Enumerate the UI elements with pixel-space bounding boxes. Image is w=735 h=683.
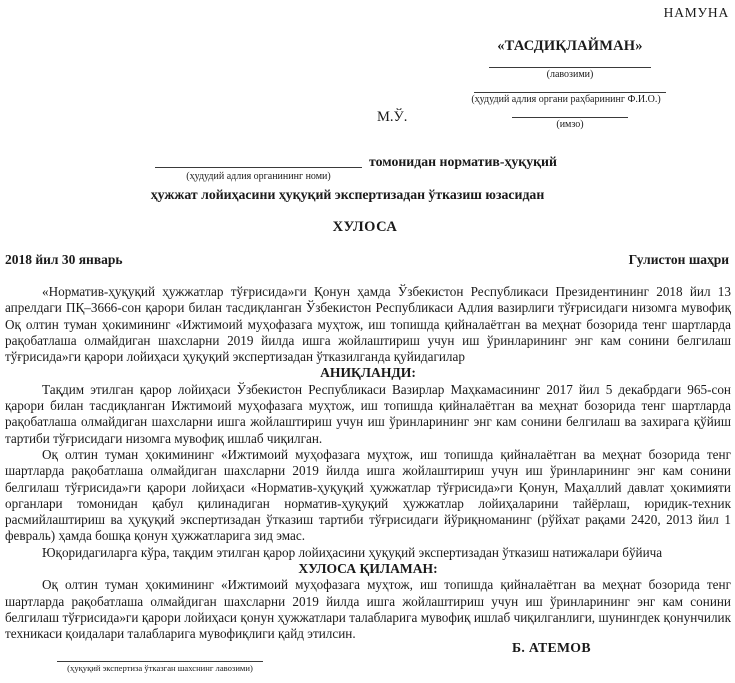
paragraph-3: Оқ олтин туман ҳокимининг «Ижтимоий муҳофазага муҳтож, иш топишда қийналаётган ва меҳнат бозорида тенг шартларда рақобатлаша олмайдиган шахсларни 2019 йилда ишга жойлаштириш учун иш ўринларининг энг кам сонини белгилаш тўғрисида»ги қарори лойиҳаси «Норматив-ҳуқуқий ҳужжатлар тўғрисида»ги Қонун, Маҳаллий давлат ҳокимияти органлари томонидан қабул қилинадиган норматив-ҳуқуқий ҳужжатлар лойиҳаларини тайёрлаш, юридик-техник расмийлаштириш ва ҳуқуқий экспертизадан ўтказиш тартиби тўғрисидаги йўриқноманинг (рўйхат рақами 2420, 2013 йил 1 февраль) ҳамда бошқа қонун ҳужжатларига зид эмас. <box>5 446 731 544</box>
expert-signature-block <box>57 655 263 673</box>
signer-name: Б. АТЕМОВ <box>512 640 591 655</box>
approval-title: «ТАСДИҚЛАЙМАН» <box>497 38 643 54</box>
signature-label: (имзо) <box>556 119 584 130</box>
heading-tomonidan: томонидан норматив-ҳуқуқий <box>369 154 557 169</box>
document-body <box>5 284 731 643</box>
doc-date: 2018 йил 30 январь <box>5 252 123 267</box>
org-name-label: (ҳудудий адлия органининг номи) <box>186 171 331 182</box>
doc-city: Гулистон шаҳри <box>628 252 729 267</box>
paragraph-4: Юқоридагиларга кўра, тақдим этилган қарор лойиҳасини ҳуқуқий экспертизадан ўтказиш натижалари бўйича <box>42 544 663 560</box>
paragraph-5: Оқ олтин туман ҳокимининг «Ижтимоий муҳофазага муҳтож, иш топишда қийналаётган ва меҳнат бозорида тенг шартларда рақобатлаша олмайдиган шахсларни 2019 йилда ишга жойлаштириш учун иш ўринларининг энг кам сонини белгилаш тўғрисида»ги қарори лойиҳаси қонун ҳужжатлари талабларига мувофиқ ишлаб чиқилганлиги, шунингдек қонунчилик техникаси қоидалари талабларига мувофиқлиги қайд этилсин. <box>5 577 731 642</box>
expert-position-label: (ҳуқуқий экспертиза ўтказган шахснинг лавозими) <box>67 663 253 673</box>
heading-line2: ҳужжат лойиҳасини ҳуқуқий экспертизадан ўтказиш юзасидан <box>150 187 545 202</box>
approval-block <box>450 38 690 130</box>
heading-row <box>155 153 557 168</box>
heading-aniqlandi: АНИҚЛАНДИ: <box>320 365 416 381</box>
fio-label: (ҳудудий адлия органи раҳбарининг Ф.И.О.) <box>471 94 661 105</box>
doc-title: ХУЛОСА <box>332 219 398 235</box>
paragraph-1: «Норматив-ҳуқуқий ҳужжатлар тўғрисида»ги Қонун ҳамда Ўзбекистон Республикаси Президентининг 2018 йил 13 апрелдаги ПҚ–3666-сон қарори билан тасдиқланган Ўзбекистон Республикаси Адлия вазирлиги тўғрисидаги низомга мувофиқ Оқ олтин туман ҳокимининг «Ижтимоий муҳофазага муҳтож, иш топишда қийналаётган ва меҳнат бозорида тенг шартларда рақобатлаша олмайдиган шахсларни 2019 йилда ишга жойлаштириш учун иш ўринларининг энг кам сонини белгилаш тўғрисида»ги қарори лойиҳаси ҳуқуқий экспертизадан ўтказилганда қуйидагилар <box>5 284 731 365</box>
position-blank-line <box>489 67 651 68</box>
org-name-blank-line <box>155 153 362 168</box>
fio-blank-line <box>474 92 666 93</box>
sample-label: НАМУНА <box>663 5 729 20</box>
paragraph-2: Тақдим этилган қарор лойиҳаси Ўзбекистон Республикаси Вазирлар Маҳкамасининг 2017 йил 5 декабрдаги 965-сон қарори билан тасдиқланган Ижтимоий муҳофазага муҳтож, иш топишда қийналаётган ва меҳнат бозорида тенг шартларда рақобатлаша олмайдиган шахсларни ишга жойлаштириш учун иш ўринларининг энг кам сонини белгилаш ва захирага қўйиш тартиби тўғрисидаги низомга мувофиқ ишлаб чиқилган. <box>5 381 731 446</box>
position-label: (лавозими) <box>546 69 594 80</box>
signature-blank-line <box>512 117 628 118</box>
date-row <box>5 252 729 268</box>
stamp-label: М.Ў. <box>377 109 408 125</box>
heading-xulosa-qilaman: ХУЛОСА ҚИЛАМАН: <box>298 561 438 577</box>
expert-signature-line <box>57 661 263 662</box>
